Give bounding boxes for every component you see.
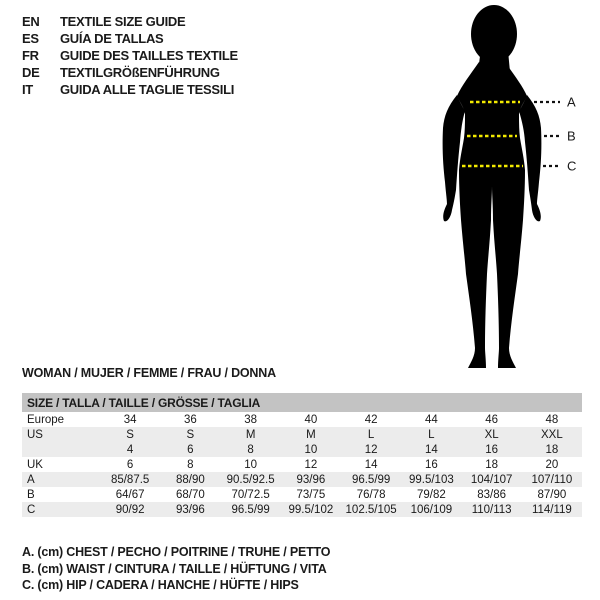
marker-b-label: B (567, 128, 576, 144)
table-cell: 16 (485, 443, 499, 456)
table-row-uk (22, 457, 582, 472)
table-cell: XXL (541, 428, 563, 441)
table-cell: M (306, 428, 316, 441)
table-row-label: B (27, 488, 35, 501)
table-cell: M (245, 428, 256, 441)
table-row-b (22, 487, 582, 502)
table-cell: 34 (123, 413, 137, 426)
table-cell: 48 (545, 413, 559, 426)
table-cell: 42 (364, 413, 378, 426)
table-cell: 6 (187, 443, 194, 456)
table-cell: 87/90 (537, 488, 567, 501)
language-title: TEXTILE SIZE GUIDE (60, 14, 186, 29)
table-cell: 8 (187, 458, 194, 471)
table-cell: 14 (364, 458, 378, 471)
table-row-c (22, 502, 582, 517)
table-cell: 106/109 (410, 503, 453, 516)
language-code: EN (22, 14, 40, 29)
table-row-us-numeric (22, 442, 582, 457)
table-cell: 107/110 (531, 473, 573, 486)
table-cell: XL (484, 428, 499, 441)
table-cell: 38 (244, 413, 258, 426)
section-title: WOMAN / MUJER / FEMME / FRAU / DONNA (22, 366, 276, 380)
table-cell: 79/82 (416, 488, 446, 501)
woman-silhouette-icon (420, 0, 600, 375)
size-table-header: SIZE / TALLA / TAILLE / GRÖSSE / TAGLIA (22, 393, 582, 412)
table-cell: 73/75 (296, 488, 326, 501)
table-row-label: C (27, 503, 36, 516)
table-cell: 70/72.5 (231, 488, 270, 501)
table-cell: 96.5/99 (351, 473, 391, 486)
table-cell: 14 (424, 443, 438, 456)
table-cell: 99.5/103 (408, 473, 454, 486)
legend-waist: B. (cm) WAIST / CINTURA / TAILLE / HÜFTUNG / VITA (22, 561, 327, 576)
table-cell: 12 (364, 443, 378, 456)
table-cell: 46 (485, 413, 499, 426)
language-row-es (22, 30, 238, 47)
table-cell: S (186, 428, 195, 441)
measurement-figure (420, 0, 600, 375)
language-code: FR (22, 48, 39, 63)
language-row-fr (22, 47, 238, 64)
language-code: IT (22, 82, 33, 97)
table-cell: 114/119 (531, 503, 572, 516)
table-cell: 96.5/99 (231, 503, 270, 516)
table-cell: 18 (545, 443, 559, 456)
table-cell: 93/96 (296, 473, 326, 486)
measurement-legend (22, 545, 330, 595)
language-title: GUÍA DE TALLAS (60, 31, 164, 46)
table-row-label: Europe (27, 413, 65, 426)
language-title: GUIDE DES TAILLES TEXTILE (60, 48, 238, 63)
table-cell: L (367, 428, 375, 441)
table-row-label: US (27, 428, 43, 441)
marker-a-label: A (567, 94, 576, 110)
language-code: DE (22, 65, 40, 80)
language-code: ES (22, 31, 39, 46)
table-cell: S (126, 428, 134, 441)
table-row-a (22, 472, 582, 487)
table-cell: 4 (126, 443, 134, 456)
table-cell: 102.5/105 (345, 503, 397, 516)
language-row-it (22, 81, 238, 98)
table-cell: 88/90 (175, 473, 205, 486)
table-cell: 16 (424, 458, 438, 471)
table-cell: 83/86 (477, 488, 507, 501)
table-cell: L (428, 428, 435, 441)
legend-chest: A. (cm) CHEST / PECHO / POITRINE / TRUHE / PETTO (22, 545, 331, 559)
table-row-label: A (27, 473, 35, 486)
language-row-de (22, 64, 238, 81)
size-table (22, 393, 582, 517)
table-cell: 104/107 (470, 473, 513, 486)
table-row-us-letter (22, 427, 582, 442)
table-row-europe (22, 412, 582, 427)
language-row-en (22, 13, 238, 30)
table-row-label: UK (27, 458, 43, 471)
table-cell: 36 (183, 413, 197, 426)
table-cell: 44 (424, 413, 438, 426)
table-cell: 110/113 (471, 503, 512, 516)
table-cell: 40 (304, 413, 318, 426)
language-title-block (22, 13, 238, 98)
marker-c-label: C (567, 158, 577, 174)
table-cell: 64/67 (115, 488, 145, 501)
language-title: GUIDA ALLE TAGLIE TESSILI (60, 82, 235, 97)
table-cell: 93/96 (175, 503, 205, 516)
table-cell: 6 (126, 458, 134, 471)
language-title: TEXTILGRÖßENFÜHRUNG (60, 65, 220, 80)
legend-hip: C. (cm) HIP / CADERA / HANCHE / HÜFTE / HIPS (22, 578, 299, 592)
table-cell: 85/87.5 (110, 473, 150, 486)
table-cell: 90.5/92.5 (226, 473, 275, 486)
table-cell: 76/78 (356, 488, 386, 501)
table-cell: 68/70 (175, 488, 205, 501)
silhouette-body (457, 62, 527, 368)
table-cell: 10 (244, 458, 258, 471)
table-cell: 18 (485, 458, 499, 471)
table-cell: 10 (304, 443, 318, 456)
table-cell: 99.5/102 (288, 503, 334, 516)
table-cell: 8 (247, 443, 254, 456)
table-cell: 90/92 (115, 503, 145, 516)
table-cell: 20 (545, 458, 559, 471)
table-cell: 12 (304, 458, 318, 471)
